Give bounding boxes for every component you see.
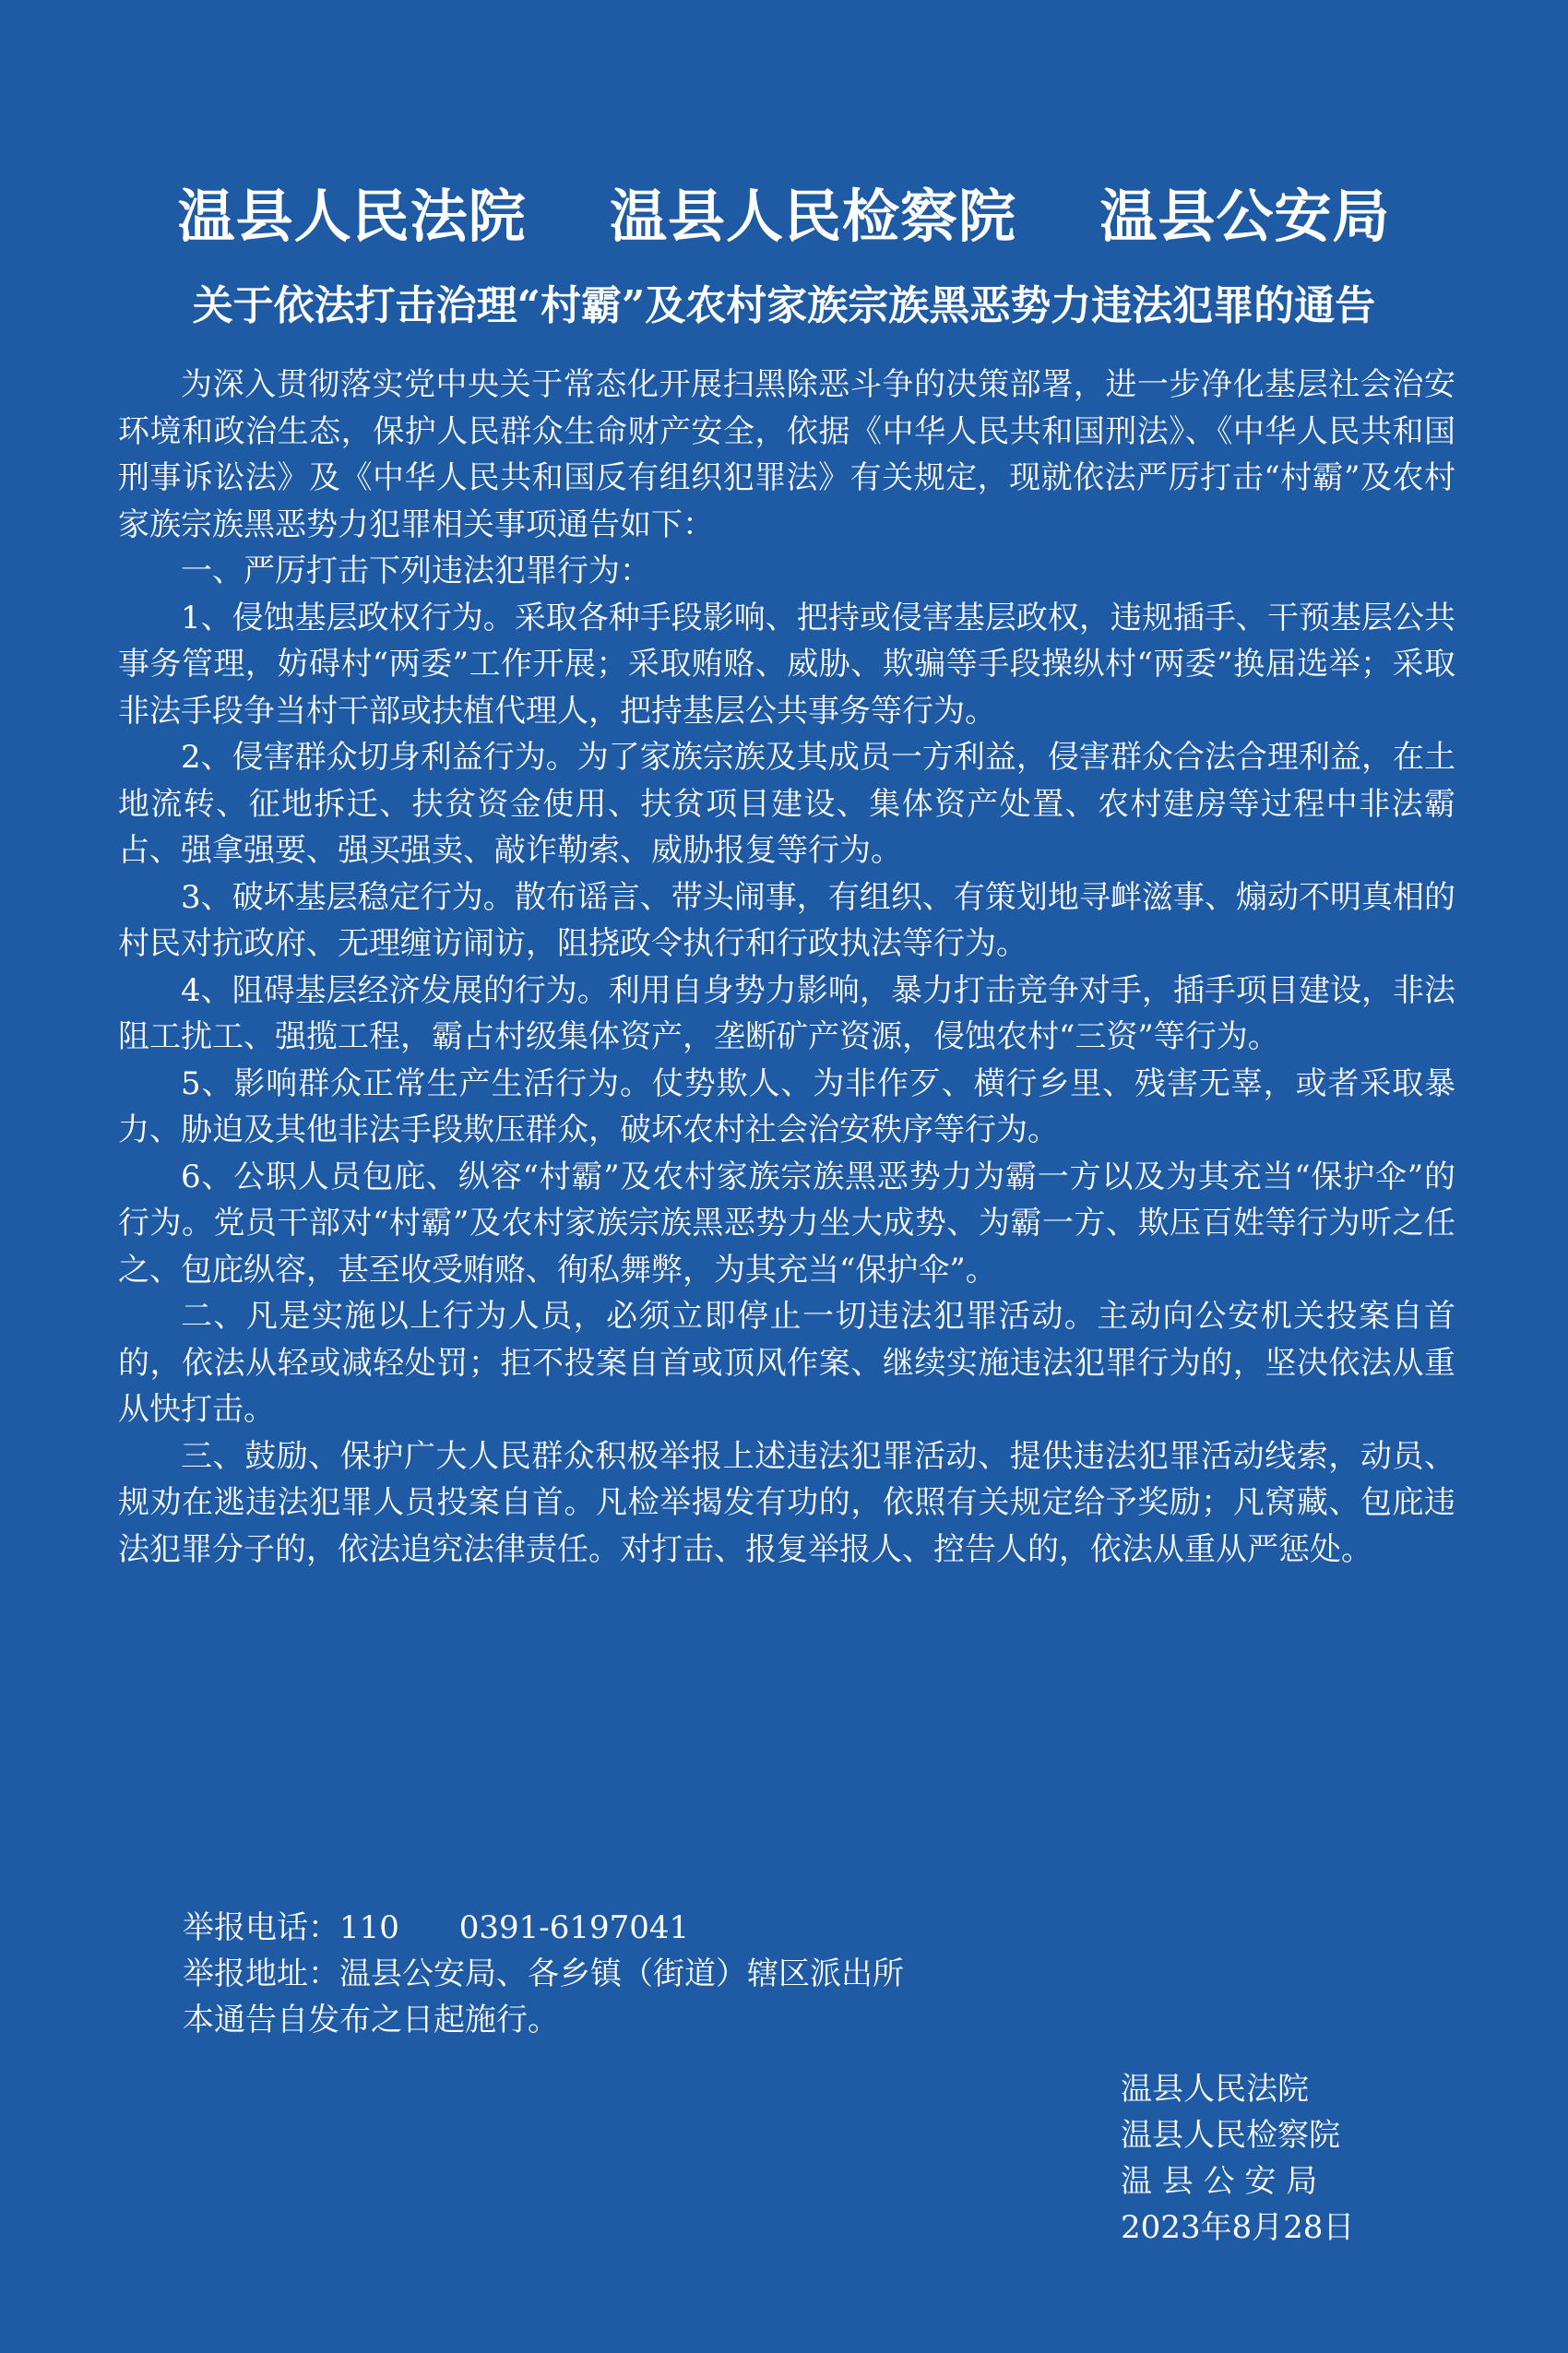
notice-body bbox=[118, 362, 1455, 1573]
signature-block bbox=[1121, 2066, 1453, 2251]
intro-paragraph: 为深入贯彻落实党中央关于常态化开展扫黑除恶斗争的决策部署，进一步净化基层社会治安环境和政治生态，保护人民群众生命财产安全，依据《中华人民共和国刑法》、《中华人民共和国刑事诉讼法》及《中华人民共和国反有组织犯罪法》有关规定，现就依法严厉打击“村霸”及农村家族宗族黑恶势力犯罪相关事项通告如下： bbox=[118, 366, 1455, 543]
section-three-paragraph: 三、鼓励、保护广大人民群众积极举报上述违法犯罪活动、提供违法犯罪活动线索，动员、规劝在逃违法犯罪人员投案自首。凡检举揭发有功的，依照有关规定给予奖励；凡窝藏、包庇违法犯罪分子的，依法追究法律责任。对打击、报复举报人、控告人的，依法从重从严惩处。 bbox=[118, 1437, 1455, 1568]
report-phone: 举报电话：110 0391-6197041 bbox=[183, 1909, 690, 1946]
item-2-paragraph: 2、侵害群众切身利益行为。为了家族宗族及其成员一方利益，侵害群众合法合理利益，在土地流转、征地拆迁、扶贫资金使用、扶贫项目建设、集体资产处置、农村建房等过程中非法霸占、强拿强要、强买强卖、敲诈勒索、威胁报复等行为。 bbox=[118, 739, 1455, 869]
signature-procuratorate: 温县人民检察院 bbox=[1121, 2117, 1340, 2154]
notice-subtitle: 关于依法打击治理“村霸”及农村家族宗族黑恶势力违法犯罪的通告 bbox=[192, 282, 1376, 329]
contact-block bbox=[183, 1905, 1197, 2043]
section-one-heading: 一、严厉打击下列违法犯罪行为： bbox=[181, 553, 651, 589]
item-6-paragraph: 6、公职人员包庇、纵容“村霸”及农村家族宗族黑恶势力为霸一方以及为其充当“保护伞”的行为。党员干部对“村霸”及农村家族宗族黑恶势力坐大成势、为霸一方、欺压百姓等行为听之任之、包庇纵容，甚至收受贿赂、徇私舞弊，为其充当“保护伞”。 bbox=[118, 1158, 1455, 1289]
report-address: 举报地址：温县公安局、各乡镇（街道）辖区派出所 bbox=[183, 1955, 904, 1992]
effective-statement: 本通告自发布之日起施行。 bbox=[183, 2002, 559, 2038]
item-1-paragraph: 1、侵蚀基层政权行为。采取各种手段影响、把持或侵害基层政权，违规插手、干预基层公共事务管理，妨碍村“两委”工作开展；采取贿赂、威胁、欺骗等手段操纵村“两委”换届选举；采取非法手段争当村干部或扶植代理人，把持基层公共事务等行为。 bbox=[118, 599, 1455, 730]
notice-issuers-title: 温县人民法院 温县人民检察院 温县公安局 bbox=[177, 183, 1391, 250]
item-3-paragraph: 3、破坏基层稳定行为。散布谣言、带头闹事，有组织、有策划地寻衅滋事、煽动不明真相的村民对抗政府、无理缠访闹访，阻挠政令执行和行政执法等行为。 bbox=[118, 878, 1455, 962]
item-5-paragraph: 5、影响群众正常生产生活行为。仗势欺人、为非作歹、横行乡里、残害无辜，或者采取暴力、胁迫及其他非法手段欺压群众，破坏农村社会治安秩序等行为。 bbox=[118, 1064, 1455, 1148]
signature-police: 温 县 公 安 局 bbox=[1121, 2163, 1318, 2200]
signature-court: 温县人民法院 bbox=[1121, 2071, 1309, 2108]
item-4-paragraph: 4、阻碍基层经济发展的行为。利用自身势力影响，暴力打击竞争对手，插手项目建设，非法阻工扰工、强揽工程，霸占村级集体资产，垄断矿产资源，侵蚀农村“三资”等行为。 bbox=[118, 971, 1455, 1055]
section-two-paragraph: 二、凡是实施以上行为人员，必须立即停止一切违法犯罪活动。主动向公安机关投案自首的，依法从轻或减轻处罚；拒不投案自首或顶风作案、继续实施违法犯罪行为的，坚决依法从重从快打击。 bbox=[118, 1298, 1455, 1428]
signature-date: 2023年8月28日 bbox=[1121, 2209, 1355, 2246]
